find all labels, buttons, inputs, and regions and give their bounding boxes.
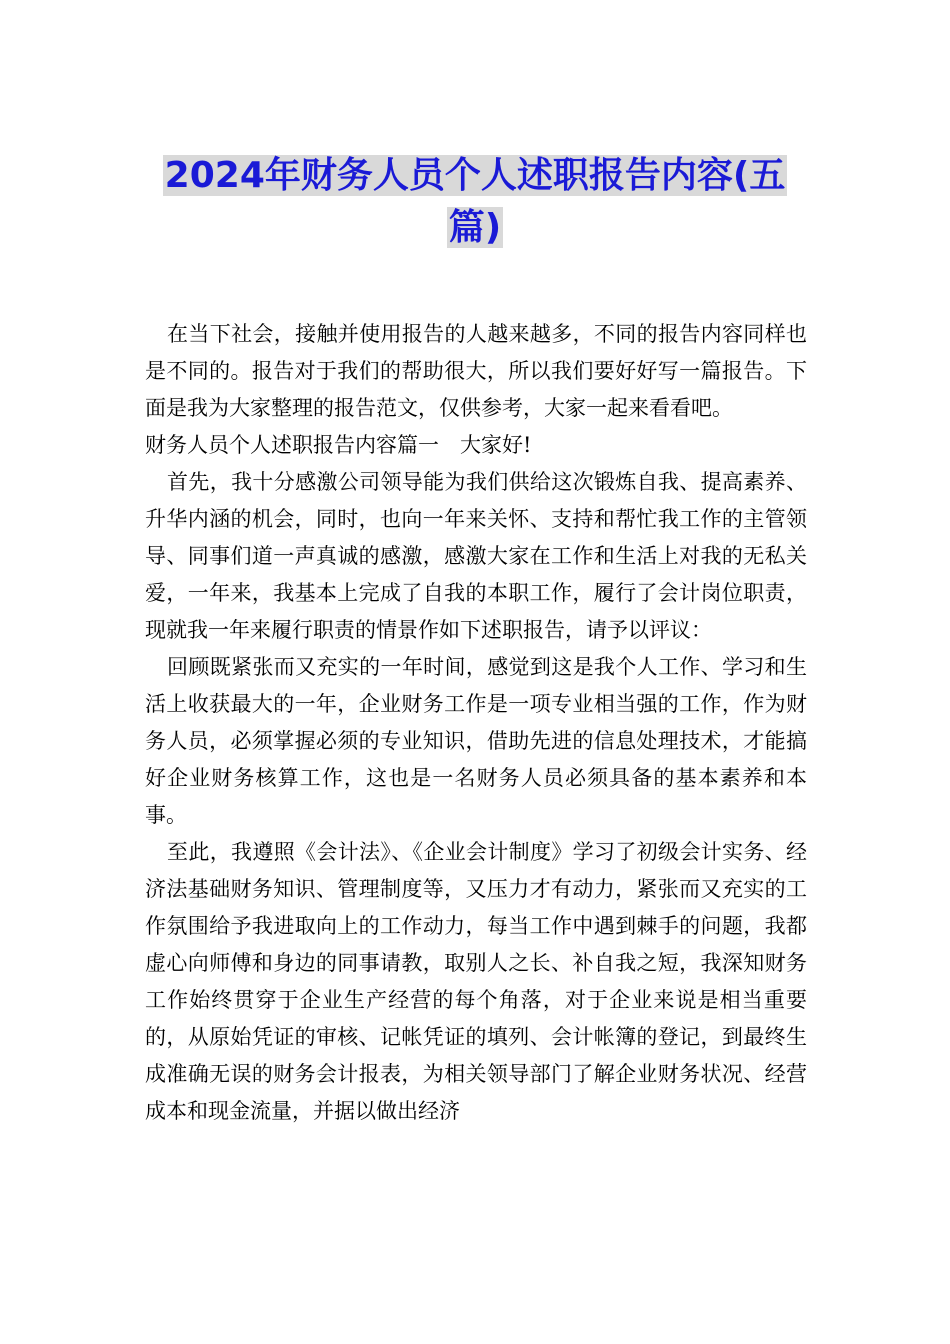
paragraph-review: 回顾既紧张而又充实的一年时间，感觉到这是我个人工作、学习和生活上收获最大的一年，企业财务工作是一项专业相当强的工作，作为财务人员，必须掌握必须的专业知识，借助先进的信息处理技术，才能搞好企业财务核算工作，这也是一名财务人员必须具备的基本素养和本事。	[145, 655, 807, 827]
document-title	[140, 150, 810, 254]
paragraph-thanks: 首先，我十分感激公司领导能为我们供给这次锻炼自我、提高素养、升华内涵的机会，同时，也向一年来关怀、支持和帮忙我工作的主管领导、同事们道一声真诚的感激，感激大家在工作和生活上对我的无私关爱，一年来，我基本上完成了自我的本职工作，履行了会计岗位职责，现就我一年来履行职责的情景作如下述职报告，请予以评议：	[145, 470, 807, 642]
title-line-2: 篇)	[448, 207, 502, 248]
paragraph-study: 至此，我遵照《会计法》、《企业会计制度》学习了初级会计实务、经济法基础财务知识、管理制度等，又压力才有动力，紧张而又充实的工作氛围给予我进取向上的工作动力，每当工作中遇到棘手的问题，我都虚心向师傅和身边的同事请教，取别人之长、补自我之短，我深知财务工作始终贯穿于企业生产经营的每个角落，对于企业来说是相当重要的，从原始凭证的审核、记帐凭证的填列、会计帐簿的登记，到最终生成准确无误的财务会计报表，为相关领导部门了解企业财务状况、经营成本和现金流量，并据以做出经济	[145, 840, 807, 1123]
paragraph-intro: 在当下社会，接触并使用报告的人越来越多，不同的报告内容同样也是不同的。报告对于我们的帮助很大，所以我们要好好写一篇报告。下面是我为大家整理的报告范文，仅供参考，大家一起来看看吧。	[145, 322, 807, 420]
document-body	[145, 316, 807, 1130]
paragraph-section-heading: 财务人员个人述职报告内容篇一 大家好!	[145, 433, 532, 457]
title-line-1: 2024年财务人员个人述职报告内容(五	[164, 155, 786, 196]
